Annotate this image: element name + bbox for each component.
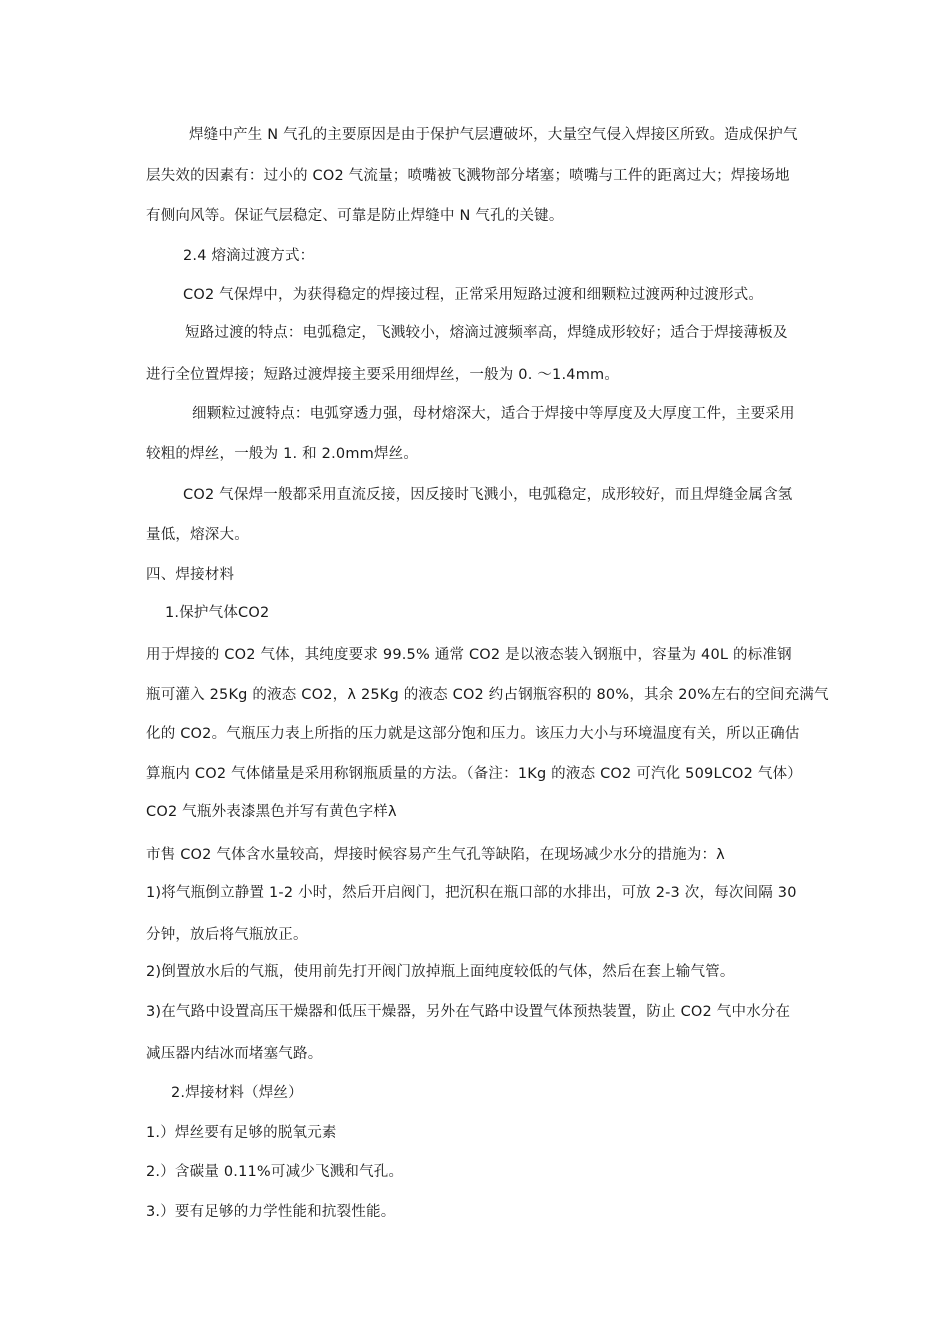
section-heading: 四、焊接材料 [146, 567, 235, 583]
paragraph-line: 化的 CO2。气瓶压力表上所指的压力就是这部分饱和压力。该压力大小与环境温度有关，所以正确估 [146, 726, 800, 742]
paragraph-line: 瓶可灌入 25Kg 的液态 CO2，λ 25Kg 的液态 CO2 约占钢瓶容积的 80%，其余 20%左右的空间充满气 [146, 687, 829, 703]
list-item: 3)在气路中设置高压干燥器和低压干燥器，另外在气路中设置气体预热装置，防止 CO2 气中水分在 [146, 1004, 791, 1020]
paragraph-line: 有侧向风等。保证气层稳定、可靠是防止焊缝中 N 气孔的关键。 [146, 208, 564, 224]
paragraph-line: CO2 气保焊一般都采用直流反接，因反接时飞溅小，电弧稳定，成形较好，而且焊缝金属含氢 [183, 487, 793, 503]
paragraph-line: 用于焊接的 CO2 气体，其纯度要求 99.5% 通常 CO2 是以液态装入钢瓶中，容量为 40L 的标准钢 [146, 647, 792, 663]
section-heading: 2.4 熔滴过渡方式： [183, 248, 315, 264]
paragraph-line: 层失效的因素有：过小的 CO2 气流量；喷嘴被飞溅物部分堵塞；喷嘴与工件的距离过大；焊接场地 [146, 168, 790, 184]
paragraph-line: 算瓶内 CO2 气体储量是采用称钢瓶质量的方法。（备注：1Kg 的液态 CO2 可汽化 509LCO2 气体） [146, 766, 802, 782]
paragraph-line: 量低，熔深大。 [146, 527, 249, 543]
list-item-continuation: 分钟，放后将气瓶放正。 [146, 927, 308, 943]
paragraph-line: 细颗粒过渡特点：电弧穿透力强，母材熔深大，适合于焊接中等厚度及大厚度工件，主要采用 [192, 406, 795, 422]
paragraph-line: 进行全位置焊接；短路过渡焊接主要采用细焊丝，一般为 0. ～1.4mm。 [146, 367, 620, 383]
paragraph-line: 市售 CO2 气体含水量较高，焊接时候容易产生气孔等缺陷，在现场减少水分的措施为：λ [146, 847, 725, 863]
subsection-heading: 1.保护气体CO2 [165, 605, 270, 621]
list-item: 3.）要有足够的力学性能和抗裂性能。 [146, 1204, 396, 1220]
paragraph-line: 短路过渡的特点：电弧稳定，飞溅较小，熔滴过渡频率高，焊缝成形较好；适合于焊接薄板及 [185, 325, 788, 341]
subsection-heading: 2.焊接材料（焊丝） [171, 1085, 303, 1101]
list-item: 1.）焊丝要有足够的脱氧元素 [146, 1125, 337, 1141]
list-item: 1)将气瓶倒立静置 1-2 小时，然后开启阀门，把沉积在瓶口部的水排出，可放 2-3 次，每次间隔 30 [146, 885, 797, 901]
paragraph-line: CO2 气瓶外表漆黑色并写有黄色字样λ [146, 804, 397, 820]
list-item: 2.）含碳量 0.11%可减少飞溅和气孔。 [146, 1164, 404, 1180]
paragraph-line: 焊缝中产生 N 气孔的主要原因是由于保护气层遭破坏，大量空气侵入焊接区所致。造成保护气 [189, 127, 798, 143]
paragraph-line: 较粗的焊丝，一般为 1. 和 2.0mm焊丝。 [146, 446, 419, 462]
list-item: 2)倒置放水后的气瓶，使用前先打开阀门放掉瓶上面纯度较低的气体，然后在套上输气管。 [146, 964, 735, 980]
paragraph-line: CO2 气保焊中，为获得稳定的焊接过程，正常采用短路过渡和细颗粒过渡两种过渡形式。 [183, 287, 764, 303]
list-item-continuation: 减压器内结冰而堵塞气路。 [146, 1046, 323, 1062]
